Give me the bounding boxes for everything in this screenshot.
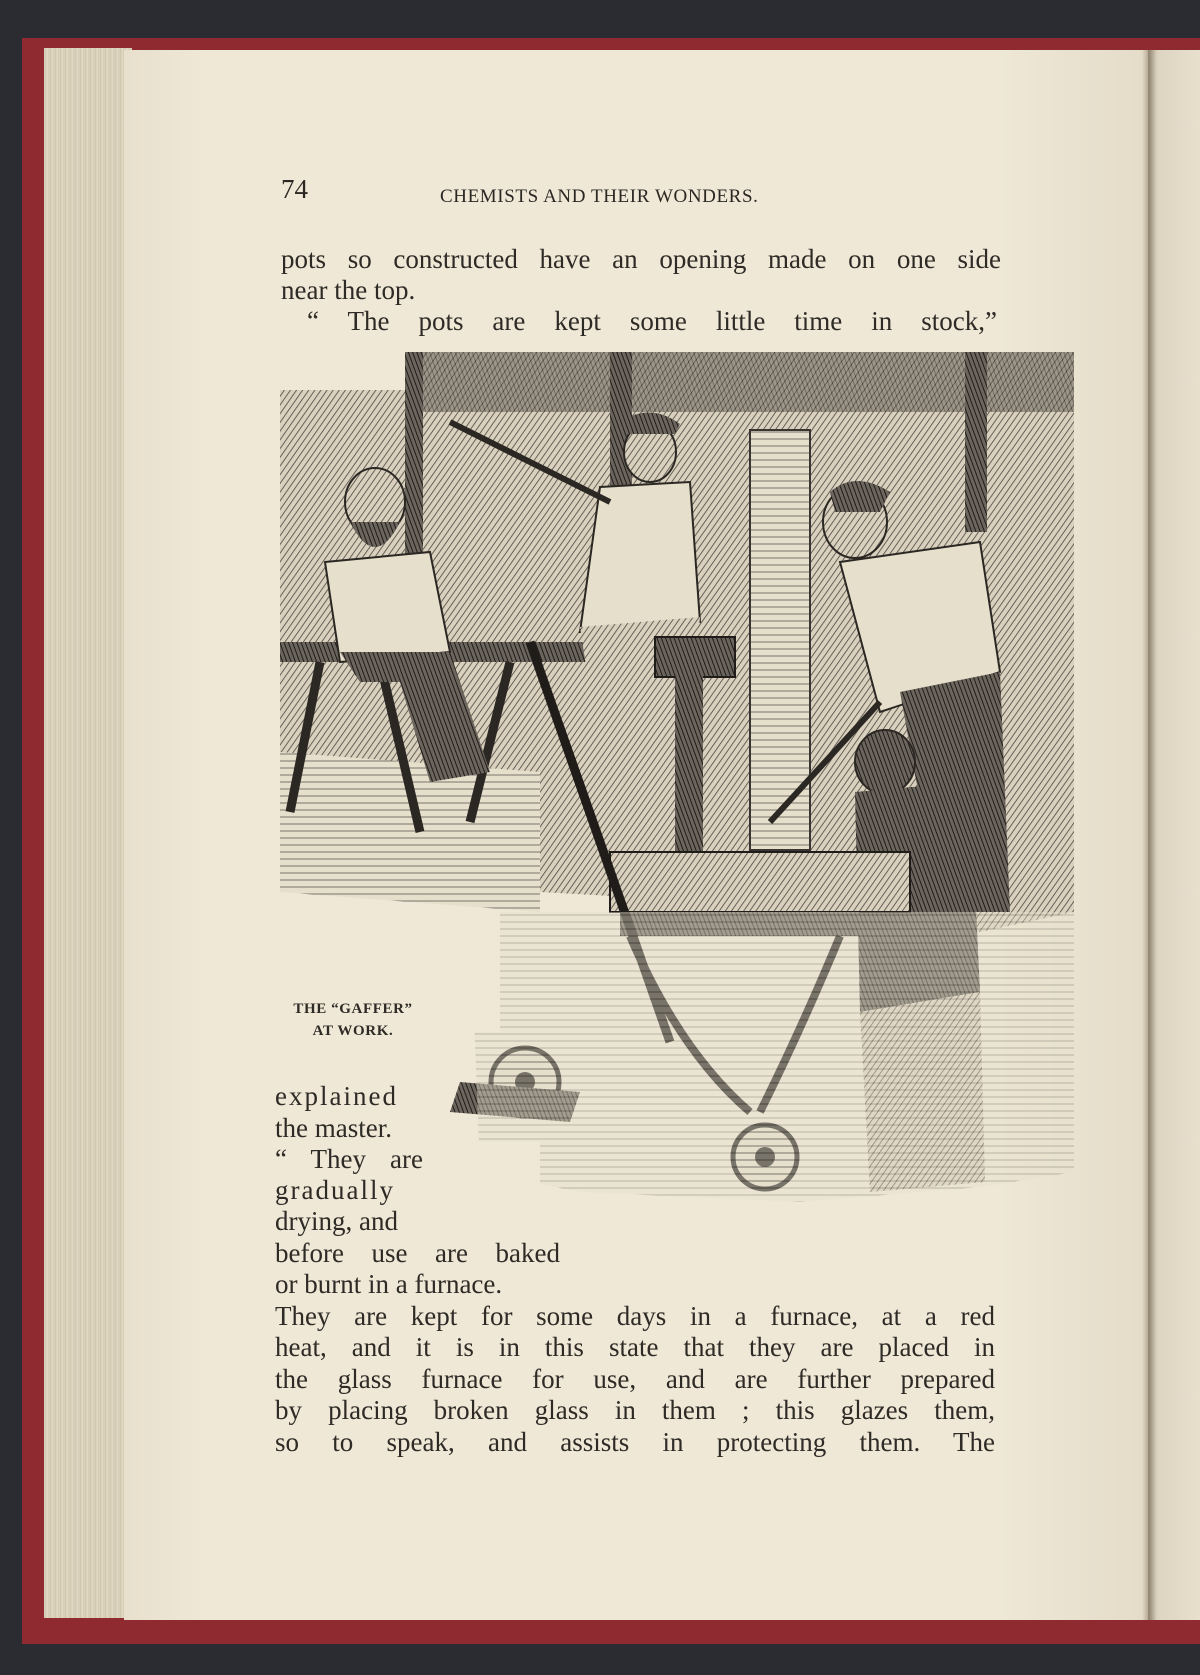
text-line: explained [275, 1081, 398, 1111]
text-line: near the top. [281, 275, 416, 305]
text-line: before use are baked [275, 1238, 560, 1268]
text-line: They are kept for some days in a furnace, at a red [275, 1301, 995, 1331]
page-gutter [1142, 50, 1156, 1620]
text-line: the glass furnace for use, and are further prepared [275, 1364, 995, 1394]
text-line: “ The pots are kept some little time in stock,” [307, 306, 997, 336]
text-line: “ They are [275, 1144, 423, 1174]
page-number: 74 [281, 174, 308, 204]
gaffer-engraving-illustration [280, 352, 1074, 1282]
text-line: so to speak, and assists in protecting them. The [275, 1427, 995, 1457]
running-head: CHEMISTS AND THEIR WONDERS. [440, 186, 759, 207]
text-line: the master. [275, 1113, 392, 1143]
text-line: drying, and [275, 1206, 398, 1236]
text-line: heat, and it is in this state that they are placed in [275, 1332, 995, 1362]
text-line: pots so constructed have an opening made on one side [281, 244, 1001, 274]
text-line: by placing broken glass in them ; this glazes them, [275, 1395, 995, 1425]
caption-line: THE “GAFFER” [293, 1001, 413, 1017]
page-edges [44, 48, 132, 1618]
caption-line: AT WORK. [312, 1023, 394, 1039]
text-line: gradually [275, 1175, 395, 1205]
text-line: or burnt in a furnace. [275, 1269, 503, 1299]
illustration-caption [258, 998, 448, 1042]
